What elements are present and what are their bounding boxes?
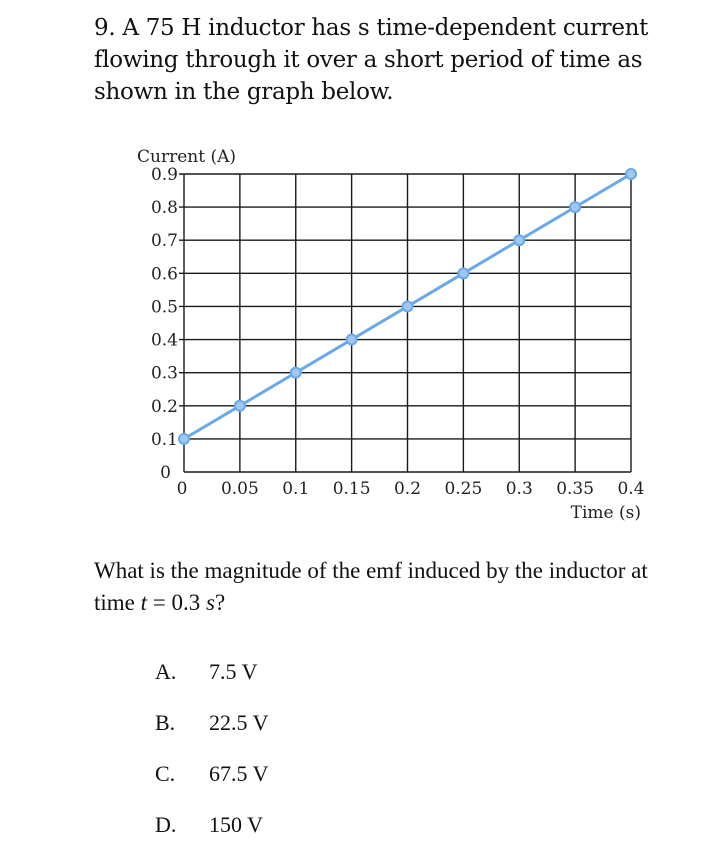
choice-letter: D.	[155, 812, 177, 837]
y-tick-label: 0.8	[150, 198, 178, 219]
tick-labels	[151, 165, 645, 499]
question-body: A 75 H inductor has s time-dependent current flowing through it over a short period of time as shown in the graph below.	[94, 15, 649, 105]
choice-a[interactable]	[155, 655, 269, 706]
choice-d[interactable]	[155, 808, 269, 859]
choice-b[interactable]	[155, 706, 269, 757]
choice-c[interactable]	[155, 757, 269, 808]
data-point	[179, 434, 189, 444]
grid	[179, 174, 631, 472]
x-axis-label: Time (s)	[570, 503, 641, 523]
data-point	[570, 202, 580, 212]
x-tick-label: 0.15	[332, 479, 371, 499]
y-tick-label: 0.9	[150, 165, 178, 185]
time-variable: t	[140, 590, 148, 615]
x-tick-label: 0.4	[617, 479, 645, 499]
choice-text: 67.5 V	[209, 761, 269, 786]
x-tick-label: 0.2	[393, 479, 422, 499]
data-point	[291, 368, 301, 378]
choice-text: 150 V	[209, 812, 263, 837]
x-tick-label: 0.35	[556, 479, 595, 499]
choice-text: 22.5 V	[209, 710, 269, 735]
y-axis-label: Current (A)	[137, 147, 236, 167]
choice-letter: C.	[155, 761, 176, 786]
question-number: 9.	[94, 15, 116, 41]
y-tick-label: 0.3	[150, 363, 178, 384]
y-tick-label: 0.7	[150, 231, 178, 252]
data-point	[235, 401, 245, 411]
data-point	[347, 335, 357, 345]
prompt-end: ?	[214, 590, 226, 615]
time-value: = 0.3	[147, 590, 207, 615]
data-point	[626, 169, 636, 179]
data-point	[514, 235, 524, 245]
y-tick-label: 0.4	[150, 330, 178, 351]
x-tick-label: 0.25	[444, 479, 483, 499]
choice-letter: B.	[155, 710, 176, 735]
x-tick-label: 0.3	[505, 479, 533, 499]
data-point	[458, 268, 468, 278]
y-tick-label: 0.2	[150, 396, 178, 417]
x-tick-label: 0.05	[220, 479, 259, 499]
data-point	[403, 301, 413, 311]
x-tick-label: 0	[176, 479, 188, 499]
question-prompt	[94, 555, 694, 619]
choice-text: 7.5 V	[209, 659, 258, 684]
answer-choices	[155, 655, 269, 859]
prompt-text: What is the magnitude of the emf induced by the inductor at time	[94, 558, 648, 615]
y-tick-label: 0.6	[150, 264, 178, 285]
y-tick-label: 0.5	[150, 297, 178, 318]
x-tick-label: 0.1	[282, 479, 310, 499]
y-tick-label: 0	[160, 463, 171, 483]
choice-letter: A.	[155, 659, 177, 684]
y-tick-label: 0.1	[150, 429, 178, 450]
time-unit: s	[206, 590, 215, 615]
